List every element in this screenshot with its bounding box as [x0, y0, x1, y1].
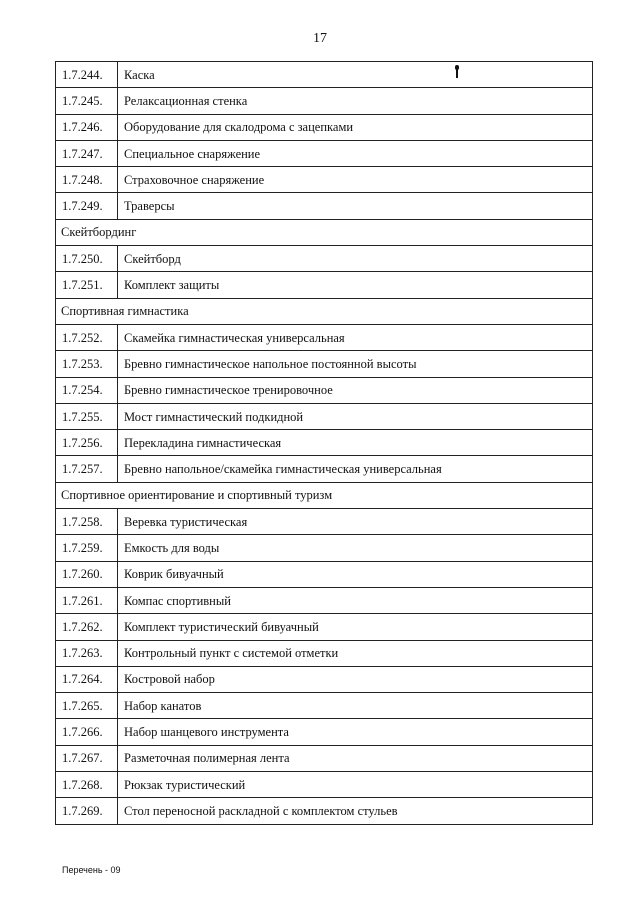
table-row	[56, 140, 593, 166]
table-row	[56, 324, 593, 350]
item-name: Рюкзак туристический	[118, 772, 593, 798]
table-row	[56, 430, 593, 456]
item-number: 1.7.260.	[56, 561, 118, 587]
item-name: Оборудование для скалодрома с зацепками	[118, 114, 593, 140]
section-title: Скейтбординг	[56, 219, 593, 245]
table-body	[56, 62, 593, 825]
item-number: 1.7.251.	[56, 272, 118, 298]
item-name: Набор канатов	[118, 693, 593, 719]
item-number: 1.7.258.	[56, 509, 118, 535]
table-row	[56, 561, 593, 587]
table-row	[56, 614, 593, 640]
table-row	[56, 193, 593, 219]
page-number: 17	[313, 31, 327, 46]
item-number: 1.7.259.	[56, 535, 118, 561]
section-row	[56, 298, 593, 324]
item-number: 1.7.250.	[56, 246, 118, 272]
item-name: Скамейка гимнастическая универсальная	[118, 324, 593, 350]
table-row	[56, 640, 593, 666]
table-row	[56, 272, 593, 298]
item-number: 1.7.253.	[56, 351, 118, 377]
table-row	[56, 456, 593, 482]
table-row	[56, 246, 593, 272]
table-row	[56, 509, 593, 535]
item-name: Стол переносной раскладной с комплектом стульев	[118, 798, 593, 824]
item-number: 1.7.262.	[56, 614, 118, 640]
item-name: Комплект защиты	[118, 272, 593, 298]
item-name: Скейтборд	[118, 246, 593, 272]
item-number: 1.7.266.	[56, 719, 118, 745]
item-name: Костровой набор	[118, 666, 593, 692]
item-name: Бревно напольное/скамейка гимнастическая универсальная	[118, 456, 593, 482]
table-row	[56, 403, 593, 429]
item-name: Контрольный пункт с системой отметки	[118, 640, 593, 666]
table-row	[56, 772, 593, 798]
item-name: Страховочное снаряжение	[118, 167, 593, 193]
table-row	[56, 666, 593, 692]
item-number: 1.7.255.	[56, 403, 118, 429]
item-number: 1.7.261.	[56, 587, 118, 613]
table-row	[56, 62, 593, 88]
item-name: Траверсы	[118, 193, 593, 219]
item-name: Каска	[118, 62, 593, 88]
item-name: Релаксационная стенка	[118, 88, 593, 114]
item-name: Мост гимнастический подкидной	[118, 403, 593, 429]
item-number: 1.7.268.	[56, 772, 118, 798]
item-number: 1.7.252.	[56, 324, 118, 350]
table-row	[56, 167, 593, 193]
item-number: 1.7.254.	[56, 377, 118, 403]
table-row	[56, 587, 593, 613]
table-row	[56, 798, 593, 824]
item-name: Бревно гимнастическое напольное постоянной высоты	[118, 351, 593, 377]
item-number: 1.7.249.	[56, 193, 118, 219]
section-row	[56, 482, 593, 508]
item-number: 1.7.244.	[56, 62, 118, 88]
table-row	[56, 535, 593, 561]
item-name: Разметочная полимерная лента	[118, 745, 593, 771]
item-number: 1.7.263.	[56, 640, 118, 666]
item-name: Перекладина гимнастическая	[118, 430, 593, 456]
section-row	[56, 219, 593, 245]
item-name: Веревка туристическая	[118, 509, 593, 535]
table-row	[56, 693, 593, 719]
item-number: 1.7.265.	[56, 693, 118, 719]
item-number: 1.7.257.	[56, 456, 118, 482]
table-row	[56, 745, 593, 771]
table-row	[56, 88, 593, 114]
equipment-table	[55, 61, 593, 825]
item-name: Компас спортивный	[118, 587, 593, 613]
item-number: 1.7.269.	[56, 798, 118, 824]
item-number: 1.7.248.	[56, 167, 118, 193]
item-number: 1.7.267.	[56, 745, 118, 771]
item-number: 1.7.246.	[56, 114, 118, 140]
item-name: Комплект туристический бивуачный	[118, 614, 593, 640]
item-number: 1.7.264.	[56, 666, 118, 692]
section-title: Спортивное ориентирование и спортивный туризм	[56, 482, 593, 508]
item-name: Набор шанцевого инструмента	[118, 719, 593, 745]
table-row	[56, 377, 593, 403]
item-name: Специальное снаряжение	[118, 140, 593, 166]
table-row	[56, 719, 593, 745]
item-name: Бревно гимнастическое тренировочное	[118, 377, 593, 403]
section-title: Спортивная гимнастика	[56, 298, 593, 324]
footer-label: Перечень - 09	[62, 865, 121, 875]
table-row	[56, 351, 593, 377]
item-number: 1.7.245.	[56, 88, 118, 114]
item-number: 1.7.256.	[56, 430, 118, 456]
item-name: Емкость для воды	[118, 535, 593, 561]
item-name: Коврик бивуачный	[118, 561, 593, 587]
table-row	[56, 114, 593, 140]
item-number: 1.7.247.	[56, 140, 118, 166]
